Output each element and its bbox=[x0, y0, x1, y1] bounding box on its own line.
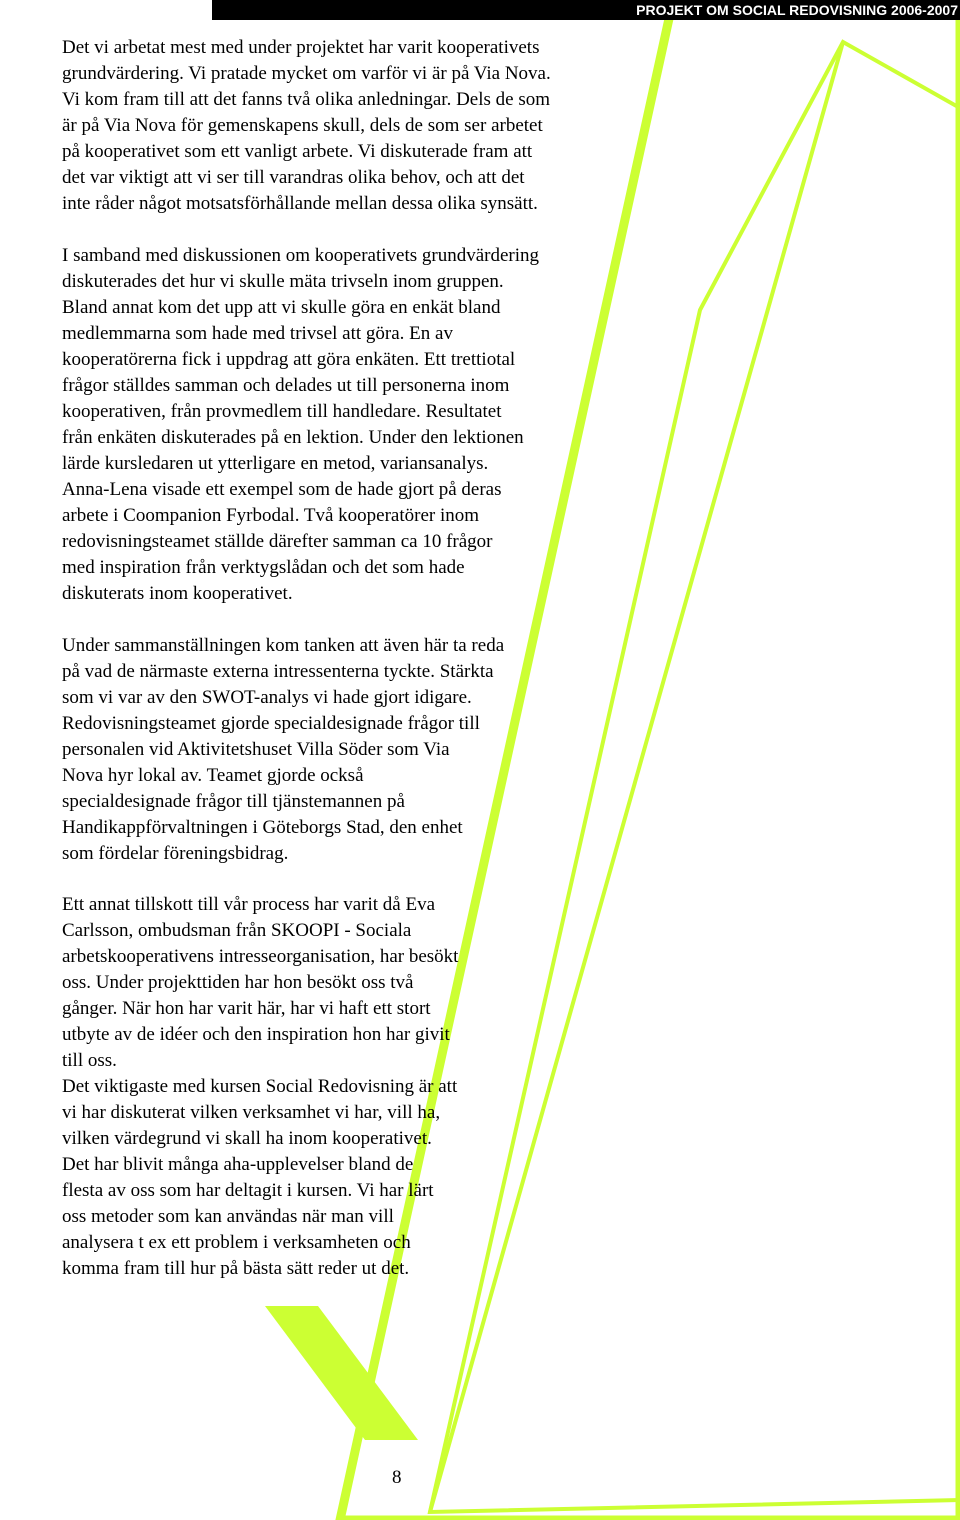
page-number: 8 bbox=[392, 1467, 402, 1488]
paragraph-skoopi: Ett annat tillskott till vår process har varit då Eva Carlsson, ombudsman från SKOOPI - Sociala arbetskooperativens intresseorganisation, har besökt oss. Under projekttiden har hon besökt oss två gånger. När hon har varit här, har vi haft ett stort utbyte av de idéer och den inspiration hon har givit till oss. bbox=[62, 894, 459, 1071]
header-title: PROJEKT OM SOCIAL REDOVISNING 2006-2007 bbox=[636, 2, 958, 18]
green-bar-shape bbox=[265, 1306, 418, 1440]
paragraph-viktigaste: Det viktigaste med kursen Social Redovisning är att vi har diskuterat vilken verksamhet vi har, vill ha, vilken värdegrund vi skall ha inom kooperativet. Det har blivit många aha-upplevelser bland de flesta av oss som har deltagit i kursen. Vi har lärt oss metoder som kan användas när man vill analysera t ex ett problem i verksamheten och komma fram till hur på bästa sätt reder ut det. bbox=[62, 1076, 458, 1279]
paragraph-enkat: I samband med diskussionen om kooperativets grundvärdering diskuterades det hur vi skulle mäta trivseln inom gruppen. Bland annat kom det upp att vi skulle göra en enkät bland medlemmarna som hade med trivsel att göra. En av kooperatörerna fick i uppdrag att göra enkäten. Ett trettiotal frågor ställdes samman och delades ut till personerna inom kooperativen, från provmedlem till handledare. Resultatet från enkäten diskuterades på en lektion. Under den lektionen lärde kursledaren ut ytterligare en metod, variansanalys. Anna-Lena visade ett exempel som de hade gjort på deras arbete i Coompanion Fyrbodal. Två kooperatörer inom redovisningsteamet ställde därefter samman ca 10 frågor med inspiration från verktygslådan och det som hade diskuterats inom kooperativet. bbox=[62, 245, 540, 604]
paragraph-grundvardering: Det vi arbetat mest med under projektet har varit kooperativets grundvärdering. Vi pratade mycket om varför vi är på Via Nova. Vi kom fram till att det fanns två olika anledningar. Dels de som är på Via Nova för gemenskapens skull, dels de som ser arbetet på kooperativet som ett vanligt arbete. Vi diskuterade fram att det var viktigt att vi ser till varandras olika behov, och att det inte råder något motsatsförhållande mellan dessa olika synsätt. bbox=[62, 37, 551, 214]
paragraph-intressenter: Under sammanställningen kom tanken att även här ta reda på vad de närmaste externa intressenterna tyckte. Stärkta som vi var av den SWOT-analys vi hade gjort idigare. Redovisningsteamet gjorde specialdesignade frågor till personalen vid Aktivitetshuset Villa Söder som Via Nova hyr lokal av. Teamet gjorde också specialdesignade frågor till tjänstemannen på Handikappförvaltningen i Göteborgs Stad, den enhet som fördelar föreningsbidrag. bbox=[62, 635, 505, 864]
